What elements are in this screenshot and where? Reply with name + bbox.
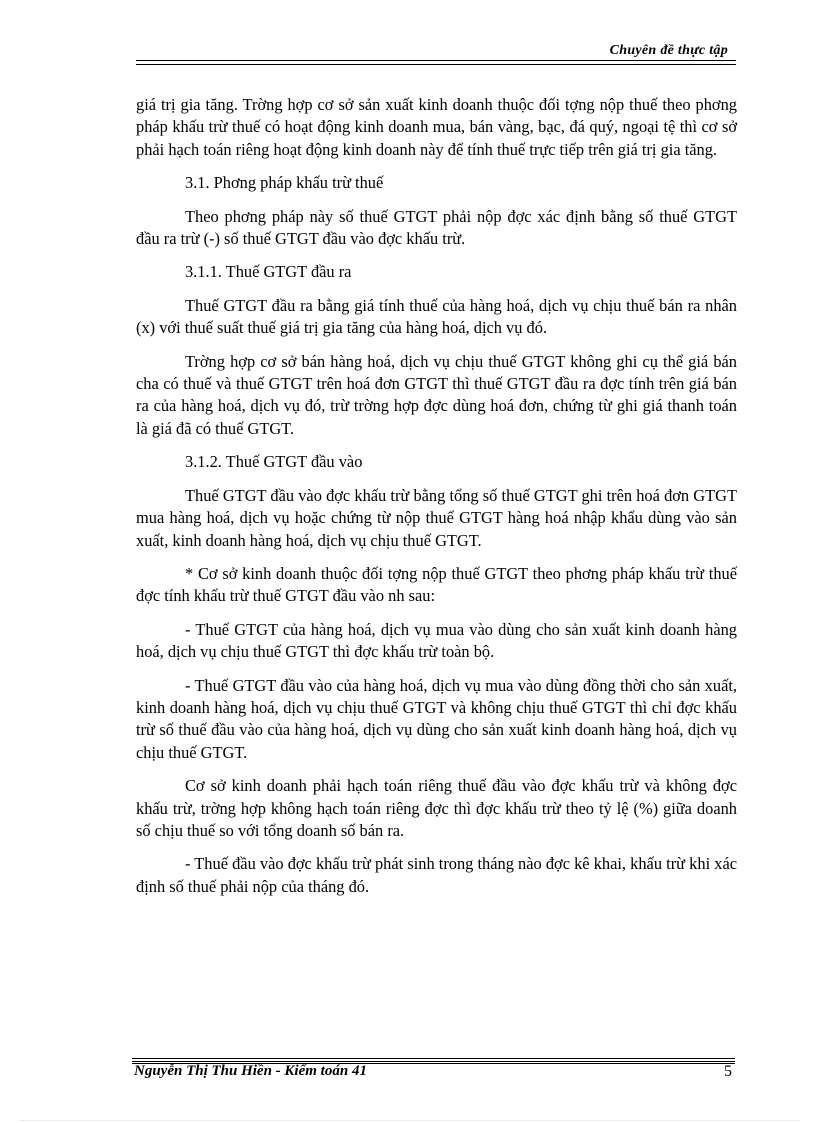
header-rule-secondary: [136, 64, 736, 65]
section-heading-3-1-1: 3.1.1. Thuế GTGT đầu ra: [185, 262, 352, 282]
list-item: - Thuế đầu vào đợc khấu trừ phát sinh trong tháng nào đợc kê khai, khấu trừ khi xác định số thuế phải nộp của tháng đó.: [136, 854, 737, 896]
section-heading-3-1-2: 3.1.2. Thuế GTGT đầu vào: [185, 452, 363, 472]
page-edge-divider: [20, 1120, 800, 1121]
paragraph: * Cơ sở kinh doanh thuộc đối tợng nộp thuế GTGT theo phơng pháp khấu trừ thuế đợc tính khấu trừ thuế GTGT đầu vào nh sau:: [136, 563, 737, 606]
page-number: 5: [724, 1063, 732, 1080]
paragraph-continuation: giá trị gia tăng. Trờng hợp cơ sở sản xuất kinh doanh thuộc đối tợng nộp thuế theo phơng pháp khấu trừ thuế có hoạt động kinh doanh mua, bán vàng, bạc, đá quý, ngoại tệ thì cơ sở phải hạch toán riêng hoạt động kinh doanh này để tính thuế trực tiếp trên giá trị gia tăng.: [136, 95, 737, 159]
paragraph: Trờng hợp cơ sở bán hàng hoá, dịch vụ chịu thuế GTGT không ghi cụ thể giá bán cha có thuế và thuế GTGT trên hoá đơn GTGT thì thuế GTGT đầu ra đợc tính trên giá bán ra của hàng hoá, dịch vụ đó, trừ trờng hợp đợc dùng hoá đơn, chứng từ ghi giá thanh toán là giá đã có thuế GTGT.: [136, 351, 737, 438]
document-body: [136, 94, 737, 909]
list-item: - Thuế GTGT của hàng hoá, dịch vụ mua vào dùng cho sản xuất kinh doanh hàng hoá, dịch vụ chịu thuế GTGT thì đợc khấu trừ toàn bộ.: [136, 619, 737, 662]
paragraph: Thuế GTGT đầu ra bằng giá tính thuế của hàng hoá, dịch vụ chịu thuế bán ra nhân (x) với thuế suất thuế giá trị gia tăng của hàng hoá, dịch vụ đó.: [136, 295, 737, 338]
footer-rule: [132, 1058, 735, 1059]
paragraph: Cơ sở kinh doanh phải hạch toán riêng thuế đầu vào đợc khấu trừ và không đợc khấu trừ, trờng hợp không hạch toán riêng đợc thì đợc khấu trừ theo tỷ lệ (%) giữa doanh số chịu thuế so với tổng doanh số bán ra.: [136, 776, 737, 840]
list-item: - Thuế GTGT đầu vào của hàng hoá, dịch vụ mua vào dùng đồng thời cho sản xuất, kinh doanh hàng hoá, dịch vụ chịu thuế GTGT và không chịu thuế GTGT thì chỉ đợc khấu trừ số thuế đầu vào của hàng hoá, dịch vụ dùng cho sản xuất kinh doanh hàng hoá, dịch vụ chịu thuế GTGT.: [136, 675, 737, 762]
header-title: Chuyên đề thực tập: [604, 43, 728, 59]
paragraph: Theo phơng pháp này số thuế GTGT phải nộp đợc xác định bằng số thuế GTGT đầu ra trừ (-) số thuế GTGT đầu vào đợc khấu trừ.: [136, 206, 737, 249]
footer-author: Nguyễn Thị Thu Hiền - Kiểm toán 41: [134, 1063, 367, 1079]
paragraph: Thuế GTGT đầu vào đợc khấu trừ bằng tổng số thuế GTGT ghi trên hoá đơn GTGT mua hàng hoá, dịch vụ hoặc chứng từ nộp thuế GTGT hàng hoá nhập khẩu dùng vào sản xuất, kinh doanh hàng hoá, dịch vụ chịu thuế GTGT.: [136, 485, 737, 550]
section-heading-3-1: 3.1. Phơng pháp khấu trừ thuế: [185, 173, 384, 193]
header-rule: [136, 60, 736, 61]
